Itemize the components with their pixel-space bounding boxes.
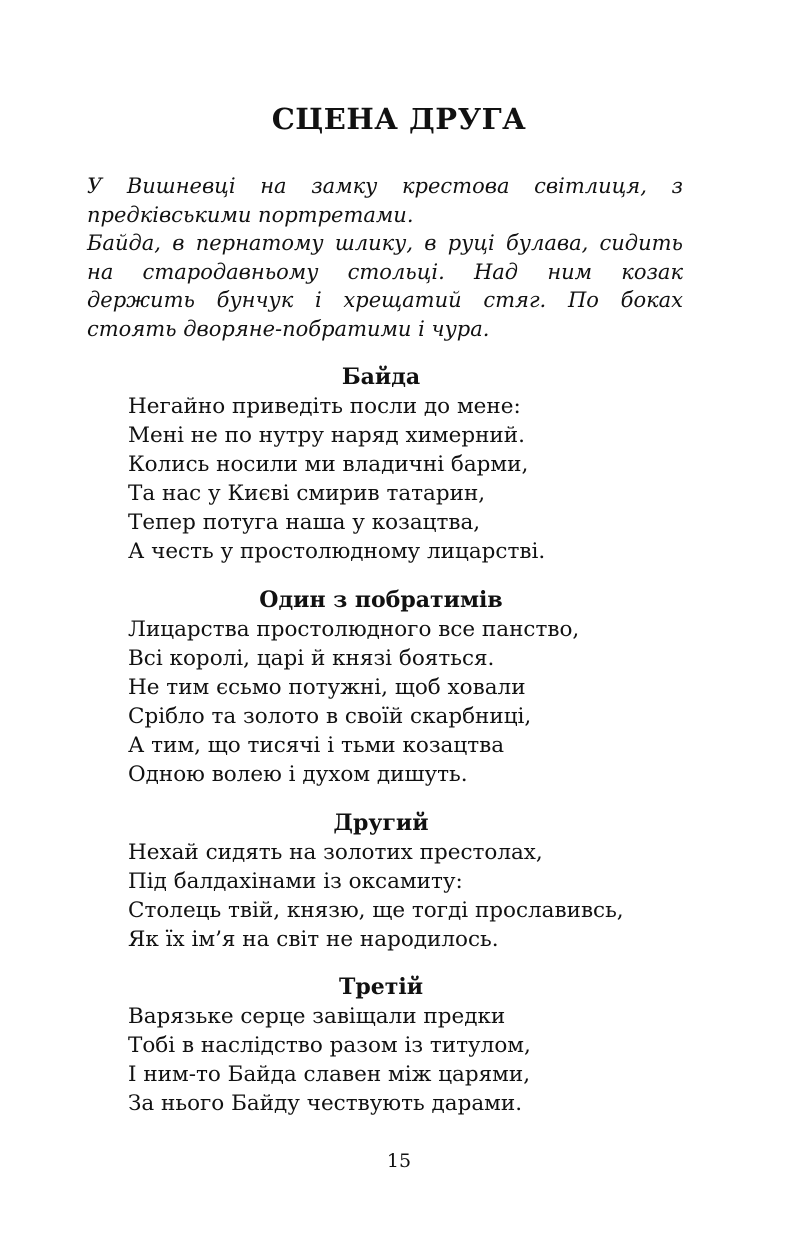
- verse-line: Не тим єсьмо потужні, щоб ховали: [128, 675, 526, 700]
- verse-line: Тепер потуга наша у козацтва,: [128, 510, 481, 535]
- speaker-name: Другий: [333, 810, 429, 836]
- verse-line: Срібло та золото в своїй скарбниці,: [128, 704, 532, 729]
- verse-lines: [0, 392, 798, 566]
- scene-title: СЦЕНА ДРУГА: [271, 102, 527, 136]
- speech-third: [0, 973, 798, 1118]
- verse-line: Як їх ім’я на світ не народилось.: [128, 927, 499, 952]
- verse-line: Негайно приведіть посли до мене:: [128, 394, 521, 419]
- stage-direction-paragraph: У Вишневці на замку крестова світлиця, з предківськими портретами.: [87, 174, 683, 227]
- verse-line: Під балдахінами із оксамиту:: [128, 869, 463, 894]
- verse-line: Одною волею і духом дишуть.: [128, 762, 468, 787]
- verse-lines: [0, 615, 798, 789]
- verse-line: Лицарства простолюдного все панство,: [128, 617, 580, 642]
- verse-line: Столець твій, князю, ще тогді прославивсь,: [128, 898, 624, 923]
- verse-line: А честь у простолюдному лицарстві.: [128, 539, 546, 564]
- verse-line: Всі королі, царі й князі бояться.: [128, 646, 495, 671]
- stage-direction-paragraph: Байда, в пернатому шлику, в руці булава, сидить на стародавньому стольці. Над ним козак держить бунчук і хрещатий стяг. По боках стоять дворяне-побратими і чура.: [87, 231, 683, 341]
- speech-first-brother: [0, 586, 798, 789]
- verse-line: Нехай сидять на золотих престолах,: [128, 840, 543, 865]
- speech-baida: [0, 363, 798, 566]
- stage-direction: [87, 172, 683, 344]
- page-number: 15: [386, 1150, 412, 1172]
- speech-second: [0, 809, 798, 954]
- verse-lines: [0, 1002, 798, 1118]
- verse-line: Колись носили ми владичні барми,: [128, 452, 529, 477]
- speaker-name: Один з побратимів: [259, 587, 503, 613]
- verse-line: А тим, що тисячі і тьми козацтва: [128, 733, 505, 758]
- verse-line: І ним-то Байда славен між царями,: [128, 1062, 531, 1087]
- verse-lines: [0, 838, 798, 954]
- verse-line: Та нас у Києві смирив татарин,: [128, 481, 486, 506]
- speaker-name: Третій: [338, 974, 424, 1000]
- verse-line: За нього Байду чествують дарами.: [128, 1091, 523, 1116]
- speaker-name: Байда: [341, 364, 421, 390]
- verse-line: Тобі в наслідство разом із титулом,: [128, 1033, 531, 1058]
- verse-line: Мені не по нутру наряд химерний.: [128, 423, 525, 448]
- verse-line: Варязьке серце завіщали предки: [128, 1004, 506, 1029]
